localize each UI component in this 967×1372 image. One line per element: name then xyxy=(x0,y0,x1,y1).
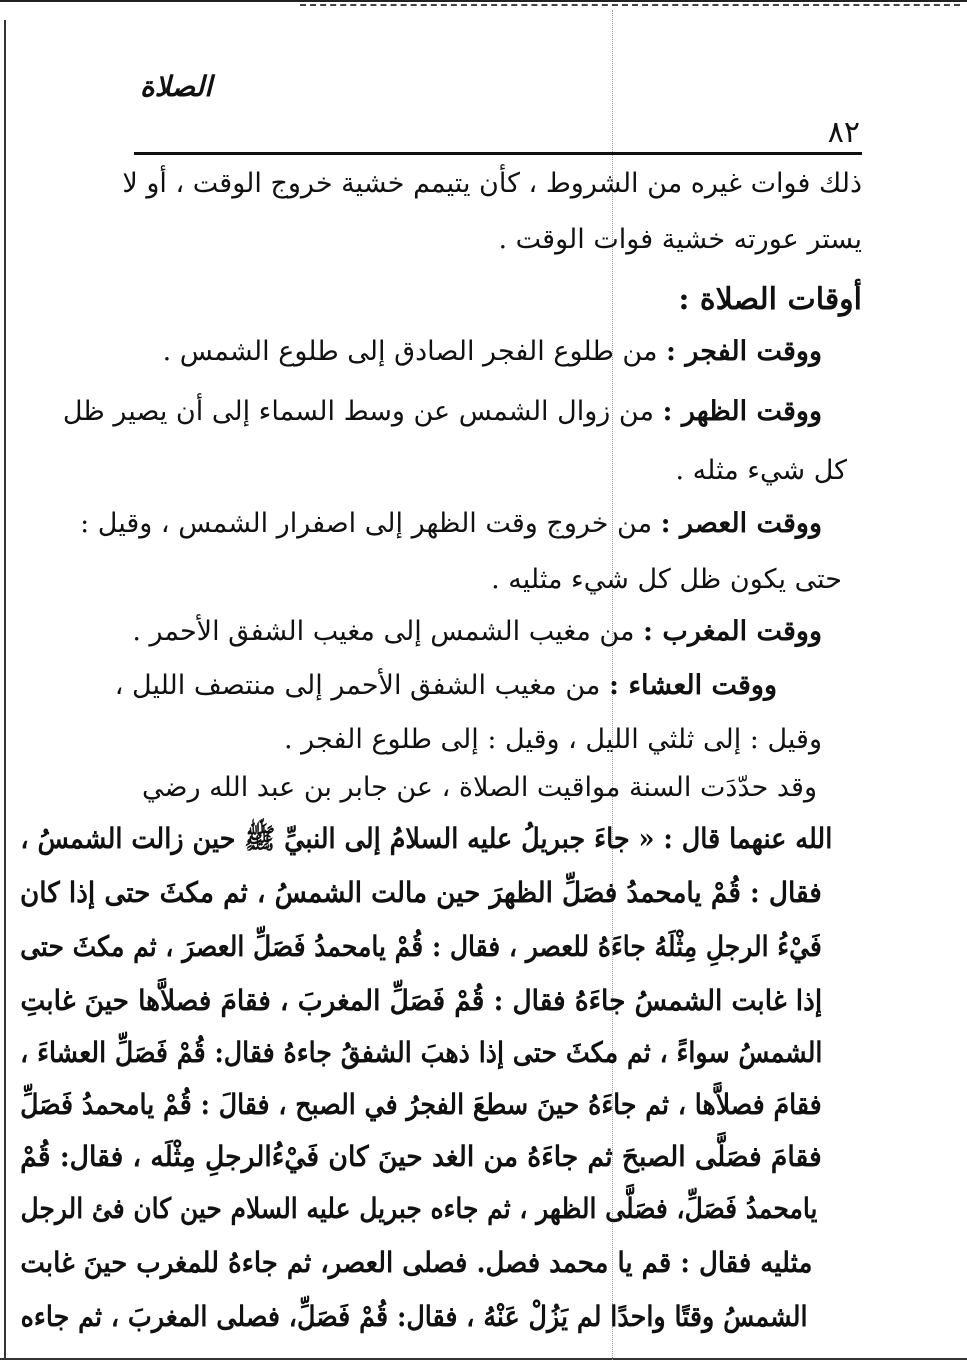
dhuhr-line xyxy=(63,396,822,428)
intro-line-2: يستر عورته خشية فوات الوقت . xyxy=(498,224,862,255)
dhuhr-continuation: كل شيء مثله . xyxy=(675,455,847,486)
running-header-title: الصلاة xyxy=(140,70,212,103)
scan-bottom-edge xyxy=(0,1358,967,1360)
asr-line xyxy=(80,508,822,540)
hadith-line-7: فقامَ فصلاَّها ، ثم جاءَهُ حينَ سطعَ الفجرُ في الصبح ، فقالَ : قُمْ يامحمدُ فَصَلِّ xyxy=(20,1088,822,1121)
fajr-text: من طلوع الفجر الصادق إلى طلوع الشمس . xyxy=(162,336,658,367)
maghrib-line xyxy=(132,616,822,648)
isha-continuation: وقيل : إلى ثلثي الليل ، وقيل : إلى طلوع الفجر . xyxy=(283,724,822,755)
fajr-label: ووقت الفجر : xyxy=(666,336,822,367)
hadith-line-3: فقال : قُمْ يامحمدُ فصَلِّ الظهرَ حين مالت الشمسُ ، ثم مكثَ حتى إذا كان xyxy=(20,876,822,909)
asr-label: ووقت العصر : xyxy=(660,508,822,539)
hadith-line-5: إذا غابت الشمسُ جاءَهُ فقال : قُمْ فَصَلِّ المغربَ ، فقامَ فصلاَّها حينَ غابتِ xyxy=(20,984,822,1017)
asr-text: من خروج وقت الظهر إلى اصفرار الشمس ، وقيل : xyxy=(80,508,653,539)
fajr-line xyxy=(163,336,822,368)
maghrib-text: من مغيب الشمس إلى مغيب الشفق الأحمر . xyxy=(132,616,635,647)
section-heading: أوقات الصلاة : xyxy=(678,282,862,317)
hadith-line-1: وقد حدّدَت السنة مواقيت الصلاة ، عن جابر بن عبد الله رضي xyxy=(142,772,817,803)
scan-top-dashed-edge xyxy=(300,4,960,6)
isha-text: من مغيب الشفق الأحمر إلى منتصف الليل ، xyxy=(114,670,601,701)
hadith-line-2: الله عنهما قال : « جاءَ جبريلُ عليه السلامُ إلى النبيِّ ﷺ حين زالت الشمسُ ، xyxy=(20,822,832,855)
page-number: ٨٢ xyxy=(827,115,860,150)
dhuhr-text: من زوال الشمس عن وسط السماء إلى أن يصير ظل xyxy=(62,396,654,427)
hadith-line-8: فقامَ فصَلَّى الصبحَ ثم جاءَهُ من الغد حينَ كان فَيْءُالرجلِ مِثْلَه ، فقال: قُمْ xyxy=(20,1140,822,1173)
scan-top-edge xyxy=(0,0,967,12)
hadith-line-6: الشمسُ سواءً ، ثم مكثَ حتى إذا ذهبَ الشفقُ جاءهُ فقال: قُمْ فَصَلِّ العشاءَ ، xyxy=(19,1036,822,1069)
isha-line xyxy=(115,670,777,702)
hadith-line-11: الشمسُ وقتًا واحدًا لم يَزُلْ عَنْهُ ، فقال: قُمْ فَصَلِّ، فصلى المغربَ ، ثم جاءه xyxy=(20,1300,807,1333)
asr-continuation: حتى يكون ظل كل شيء مثليه . xyxy=(491,564,842,595)
header-rule xyxy=(134,152,862,155)
hadith-line-4: فَيْءُ الرجلِ مِثْلَهُ جاءَهُ للعصر ، فقال : قُمْ يامحمدُ فَصَلِّ العصرَ ، ثم مكثَ حتى xyxy=(20,930,822,963)
hadith-line-9: يامحمدُ فَصَلِّ، فصَلَّى الظهر ، ثم جاءه جبريل عليه السلام حين كان فئ الرجل xyxy=(20,1192,817,1225)
hadith-line-10: مثليه فقال : قم يا محمد فصل. فصلى العصر، ثم جاءهُ للمغرب حينَ غابت xyxy=(19,1246,812,1279)
isha-label: ووقت العشاء : xyxy=(608,670,777,701)
dhuhr-label: ووقت الظهر : xyxy=(662,396,822,427)
intro-line-1: ذلك فوات غيره من الشروط ، كأن يتيمم خشية خروج الوقت ، أو لا xyxy=(122,168,862,199)
scan-left-edge xyxy=(4,20,6,1360)
maghrib-label: ووقت المغرب : xyxy=(643,616,822,647)
